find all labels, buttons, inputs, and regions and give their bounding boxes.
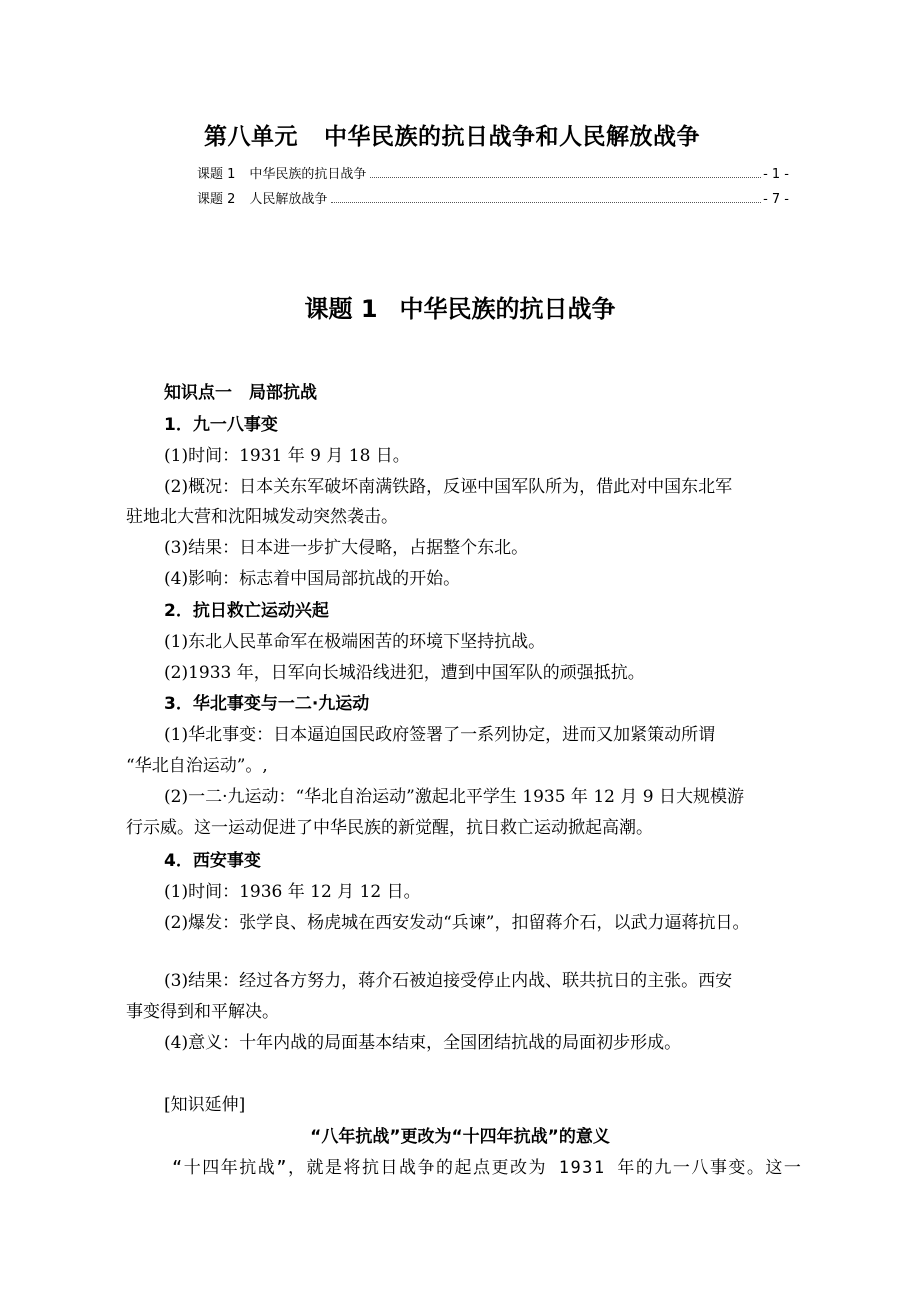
unit-name: 中华民族的抗日战争和人民解放战争: [324, 124, 700, 150]
paragraph-continuation: 行示威。这一运动促进了中华民族的新觉醒，抗日救亡运动掀起高潮。: [126, 818, 653, 838]
paragraph: (2)爆发：张学良、杨虎城在西安发动“兵谏”，扣留蒋介石，以武力逼蒋抗日。: [164, 913, 750, 933]
paragraph: (3)结果：经过各方努力，蒋介石被迫接受停止内战、联共抗日的主张。西安: [164, 971, 733, 991]
lesson-num: 课题 1: [304, 295, 378, 323]
lesson-name: 中华民族的抗日战争: [399, 295, 616, 323]
extension-title: “八年抗战”更改为“十四年抗战”的意义: [310, 1127, 610, 1147]
toc-entry-2[interactable]: [197, 188, 789, 207]
toc-entry-num: 课题 2: [197, 192, 236, 207]
toc-leader-dots: [370, 177, 761, 178]
toc-entry-page: - 7 -: [763, 192, 789, 207]
paragraph: (1)东北人民革命军在极端困苦的环境下坚持抗战。: [164, 632, 546, 652]
paragraph: (3)结果：日本进一步扩大侵略，占据整个东北。: [164, 538, 529, 558]
toc-entry-title: 人民解放战争: [249, 192, 328, 207]
paragraph: (2)1933 年，日军向长城沿线进犯，遭到中国军队的顽强抵抗。: [164, 663, 645, 683]
paragraph: (4)意义：十年内战的局面基本结束，全国团结抗战的局面初步形成。: [164, 1033, 682, 1053]
toc-entry-page: - 1 -: [763, 167, 789, 182]
heading-3: 3．华北事变与一二·九运动: [164, 694, 370, 714]
paragraph: (1)时间：1931 年 9 月 18 日。: [164, 446, 410, 466]
paragraph: (2)概况：日本关东军破坏南满铁路，反诬中国军队所为，借此对中国东北军: [164, 477, 733, 497]
unit-prefix: 第八单元: [204, 124, 298, 150]
heading-1: 1．九一八事变: [164, 415, 278, 435]
section-heading: 知识点一 局部抗战: [164, 383, 317, 403]
toc-entry-1[interactable]: [197, 163, 789, 182]
toc-entry-title: 中华民族的抗日战争: [249, 167, 367, 182]
paragraph: (4)影响：标志着中国局部抗战的开始。: [164, 569, 461, 589]
lesson-title: [0, 289, 920, 324]
unit-title: [204, 118, 700, 151]
paragraph-continuation: 驻地北大营和沈阳城发动突然袭击。: [126, 507, 398, 527]
toc-entry-num: 课题 1: [197, 167, 236, 182]
heading-2: 2．抗日救亡运动兴起: [164, 601, 329, 621]
paragraph: (2)一二·九运动：“华北自治运动”激起北平学生 1935 年 12 月 9 日大规模游: [164, 787, 744, 807]
toc-leader-dots: [331, 202, 761, 203]
paragraph: (1)时间：1936 年 12 月 12 日。: [164, 882, 421, 902]
paragraph: (1)华北事变：日本逼迫国民政府签署了一系列协定，进而又加紧策动所谓: [164, 725, 716, 745]
extension-label: [知识延伸]: [164, 1095, 246, 1115]
paragraph-continuation: “华北自治运动”。,: [126, 756, 268, 776]
paragraph-continuation: 事变得到和平解决。: [126, 1002, 279, 1022]
heading-4: 4．西安事变: [164, 851, 261, 871]
extension-body: “十四年抗战”，就是将抗日战争的起点更改为 1931 年的九一八事变。这一: [172, 1158, 803, 1178]
